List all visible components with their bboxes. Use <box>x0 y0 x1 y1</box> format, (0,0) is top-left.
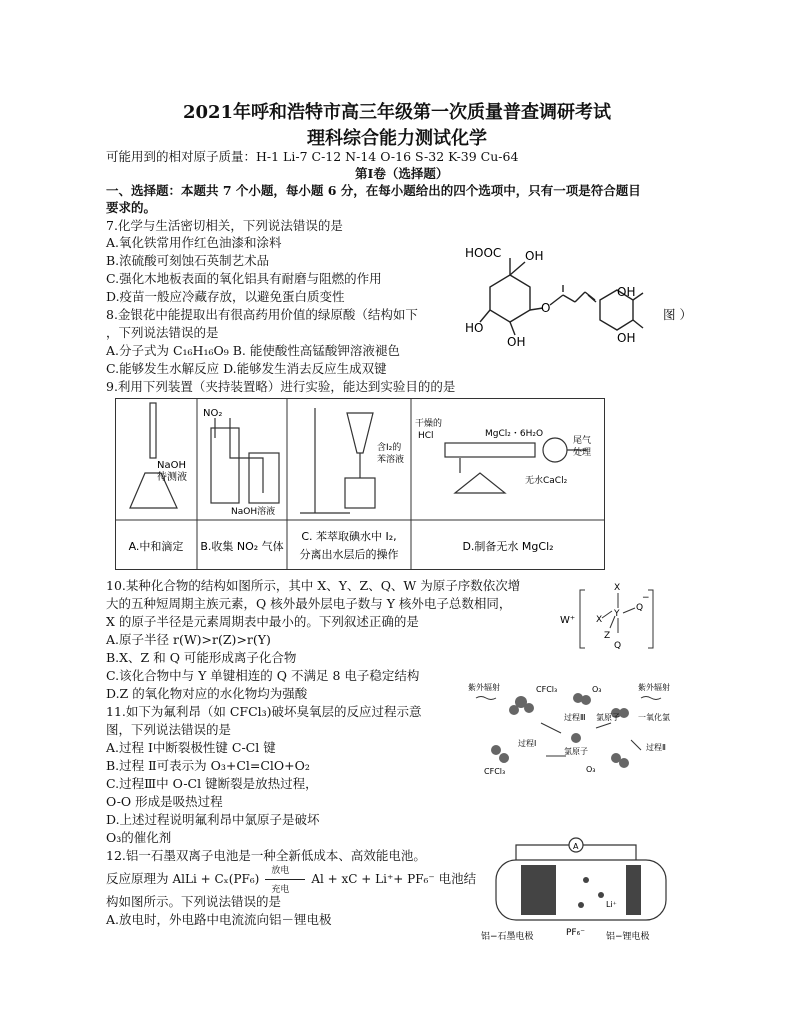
page-title: 2021年呼和浩特市高三年级第一次质量普查调研考试 <box>182 102 612 123</box>
d-fig-mgcl2: MgCl₂・6H₂O <box>485 429 544 439</box>
uv-label-1: 紫外辐射 <box>468 683 500 692</box>
q10-minus: − <box>642 593 650 603</box>
cfcl3-label-2: CFCl₃ <box>484 767 506 776</box>
q10-w: W⁺ <box>560 615 576 626</box>
q11-option-c2: O-O 形成是吸热过程 <box>106 794 223 809</box>
process-1: 过程Ⅰ <box>518 739 537 748</box>
battery-mid: PF₆⁻ <box>566 928 585 938</box>
uv-label-2: 紫外辐射 <box>638 683 670 692</box>
q10-compound-structure <box>560 578 670 658</box>
c-fig-l1: 含I₂的 <box>377 443 402 453</box>
q11-option-a: A.过程 Ⅰ中断裂极性键 C-Cl 键 <box>106 740 276 755</box>
eq-right: Al + xC + Li⁺+ PF₆⁻ <box>311 872 435 886</box>
chlorine-label-1: 氯原子 <box>596 713 620 722</box>
q12-line-1: 12.铝一石墨双离子电池是一种全新低成本、高效能电池。 <box>106 848 426 863</box>
eq-left: AlLi + Cₓ(PF₆) <box>172 872 260 886</box>
label-oh-2: OH <box>507 335 526 349</box>
q8-options-cd: C.能够发生水解反应 D.能够发生消去反应生成双键 <box>106 361 387 376</box>
d-fig-hcl: HCl <box>418 431 434 441</box>
volume-heading: 第Ⅰ卷（选择题） <box>355 166 449 181</box>
label-oh-4: OH <box>617 331 636 345</box>
chlorine-label-2: 氯原子 <box>564 747 588 756</box>
c-fig-l2: 苯溶液 <box>377 455 405 465</box>
q10-option-d: D.Z 的氧化物对应的水化物均为强酸 <box>106 686 308 701</box>
page-subtitle: 理科综合能力测试化学 <box>307 128 487 149</box>
ozone-depletion-diagram <box>466 678 691 780</box>
q9-label-c2: 分离出水层后的操作 <box>299 548 399 561</box>
a-fig-sample: 待测液 <box>157 472 187 483</box>
q9-label-b: B.收集 NO₂ 气体 <box>200 540 284 553</box>
battery-li: Li⁺ <box>606 900 617 909</box>
q10-y: Y <box>614 609 620 619</box>
q9-label-c1: C. 苯萃取碘水中 I₂, <box>301 530 397 543</box>
q10-line-2: 大的五种短周期主族元素，Q 核外最外层电子数与 Y 核外电子总数相同， <box>106 596 512 611</box>
o3-label-2: O₃ <box>586 765 596 774</box>
q10-line-1: 10.某种化合物的结构如图所示，其中 X、Y、Z、Q、W 为原子序数依次增 <box>106 578 521 593</box>
q10-q-bottom: Q <box>614 641 622 651</box>
b-fig-no2: NO₂ <box>203 408 223 419</box>
section-instructions-2: 要求的。 <box>106 200 157 215</box>
cfcl3-label-1: CFCl₃ <box>536 685 558 694</box>
q8-stem-tail: 图 ） <box>663 307 692 322</box>
q9-label-a: A.中和滴定 <box>128 540 184 553</box>
q11-option-d2: O₃的催化剂 <box>106 830 172 845</box>
q9-stem: 9.利用下列装置（夹持装置略）进行实验，能达到实验目的的是 <box>106 379 456 394</box>
q10-x-top: X <box>614 583 621 593</box>
q12-post: 电池结 <box>438 871 477 886</box>
label-oh-3: OH <box>617 285 636 299</box>
q8-stem-1: 8.金银花中能提取出有很高药用价值的绿原酸（结构如下 <box>106 307 418 322</box>
eq-top: 放电 <box>271 865 290 876</box>
b-fig-naoh: NaOH溶液 <box>231 507 276 517</box>
clo-label: 一氧化氯 <box>638 713 670 722</box>
q7-stem: 7.化学与生活密切相关，下列说法错误的是 <box>106 218 343 233</box>
label-ho: HO <box>465 321 484 335</box>
d-fig-cacl2: 无水CaCl₂ <box>525 476 568 486</box>
q11-line-1: 11.如下为氟利昂（如 CFCl₃)破坏臭氧层的反应过程示意 <box>106 704 422 719</box>
q11-option-b: B.过程 Ⅱ可表示为 O₃+Cl=ClO+O₂ <box>106 758 310 773</box>
q8-options-ab: A.分子式为 C₁₆H₁₆O₉ B. 能使酸性高锰酸钾溶液褪色 <box>106 343 400 358</box>
a-fig-naoh: NaOH <box>157 460 186 471</box>
q7-option-a: A.氧化铁常用作红色油漆和涂料 <box>106 235 282 250</box>
battery-right: 铝−锂电极 <box>606 932 650 942</box>
battery-left: 铝−石墨电极 <box>481 932 534 942</box>
q12-prefix: 反应原理为 <box>106 871 169 886</box>
chlorogenic-acid-structure <box>455 240 655 350</box>
d-fig-tail2: 处理 <box>573 448 592 458</box>
process-3: 过程Ⅲ <box>564 713 586 722</box>
q10-option-b: B.X、Z 和 Q 可能形成离子化合物 <box>106 650 297 665</box>
o3-label-1: O₃ <box>592 685 602 694</box>
q10-z: Z <box>604 631 611 641</box>
eq-bottom: 充电 <box>271 884 290 895</box>
q12-line-3: 构如图所示。下列说法错误的是 <box>106 894 282 909</box>
q7-option-c: C.强化木地板表面的氧化铝具有耐磨与阻燃的作用 <box>106 271 382 286</box>
q7-option-b: B.浓硫酸可刻蚀石英制艺术品 <box>106 253 270 268</box>
d-fig-tail1: 尾气 <box>573 436 592 446</box>
q10-option-a: A.原子半径 r(W)>r(Z)>r(Y) <box>106 632 271 647</box>
q9-apparatus-table <box>115 398 605 570</box>
ammeter-label: A <box>573 842 579 851</box>
label-o: O <box>541 301 551 315</box>
label-oh-1: OH <box>525 249 544 263</box>
q8-stem-2: ，下列说法错误的是 <box>106 325 219 340</box>
atomic-masses: 可能用到的相对原子质量：H-1 Li-7 C-12 N-14 O-16 S-32 K-39 Cu-64 <box>106 149 519 164</box>
q9-label-d: D.制备无水 MgCl₂ <box>462 540 554 553</box>
section-instructions-1: 一、选择题：本题共 7 个小题，每小题 6 分，在每小题给出的四个选项中，只有一项是符合题目 <box>106 183 641 198</box>
d-fig-dry: 干燥的 <box>415 419 443 429</box>
q12-reaction-line <box>106 865 477 895</box>
q10-q-right: Q <box>636 603 644 613</box>
q10-line-3: X 的原子半径是元素周期表中最小的。下列叙述正确的是 <box>106 614 419 629</box>
battery-diagram <box>476 835 686 945</box>
q12-option-a: A.放电时，外电路中电流流向铝－锂电极 <box>106 912 332 927</box>
label-hooc: HOOC <box>465 246 502 260</box>
q11-option-d1: D.上述过程说明氟利昂中氯原子是破坏 <box>106 812 320 827</box>
q7-option-d: D.疫苗一般应冷藏存放，以避免蛋白质变性 <box>106 289 345 304</box>
eq-arrow <box>263 865 307 895</box>
q11-option-c1: C.过程Ⅲ中 O-Cl 键断裂是放热过程， <box>106 776 318 791</box>
q10-option-c: C.该化合物中与 Y 单键相连的 Q 不满足 8 电子稳定结构 <box>106 668 420 683</box>
q10-x-left: X <box>596 615 603 625</box>
q11-line-2: 图，下列说法错误的是 <box>106 722 232 737</box>
process-2: 过程Ⅱ <box>646 743 666 752</box>
